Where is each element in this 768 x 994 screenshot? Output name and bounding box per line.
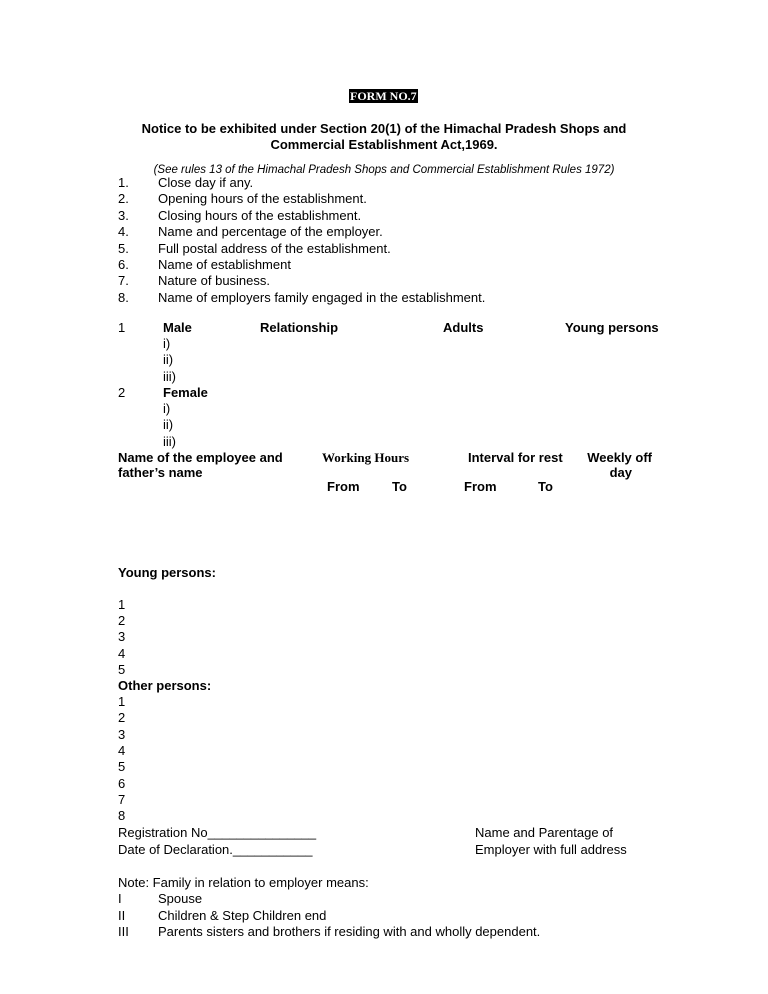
declaration-date: Date of Declaration.___________ [118, 842, 313, 857]
male-row: iii) [163, 369, 176, 384]
item-text: Closing hours of the establishment. [158, 207, 362, 223]
item-number: 7. [118, 273, 129, 289]
female-label: Female [163, 385, 208, 400]
other-row-number: 8 [118, 808, 126, 824]
item-number: 2. [118, 191, 129, 207]
item-text: Nature of business. [158, 273, 271, 289]
title-line-1: Notice to be exhibited under Section 20(1) of the Himachal Pradesh Shops and [141, 121, 627, 136]
note-number: II [118, 907, 126, 923]
relationship-header: Relationship [260, 320, 339, 335]
other-row-number: 3 [118, 726, 126, 742]
other-row-number: 5 [118, 759, 126, 775]
young-row-number: 4 [118, 645, 126, 661]
employer-label-1: Name and Parentage of [475, 825, 614, 840]
male-row: i) [163, 336, 171, 351]
working-to: To [392, 479, 407, 494]
note-text: Children & Step Children end [158, 907, 327, 923]
registration-no: Registration No_______________ [118, 825, 317, 840]
note-number: III [118, 924, 129, 939]
item-number: 5. [118, 240, 129, 256]
male-row: ii) [163, 352, 174, 367]
other-persons-label: Other persons: [118, 678, 212, 693]
other-row-number: 7 [118, 791, 126, 807]
note-heading: Note: Family in relation to employer means: [118, 875, 369, 890]
item-number: 1. [118, 175, 129, 190]
young-row-number: 5 [118, 661, 126, 677]
item-number: 8. [118, 289, 129, 305]
note-text: Parents sisters and brothers if residing with and wholly dependent. [158, 924, 541, 939]
title-line-2: Commercial Establishment Act,1969. [270, 137, 498, 152]
item-number: 4. [118, 224, 129, 240]
item-text: Name of establishment [158, 257, 291, 272]
employer-label-2: Employer with full address [475, 842, 627, 857]
young-persons-header: Young persons [565, 320, 659, 335]
female-row: i) [163, 401, 171, 416]
form-number: FORM NO.7 [350, 89, 417, 103]
young-row-number: 2 [118, 613, 126, 629]
female-row: iii) [163, 434, 176, 449]
working-from: From [327, 479, 360, 494]
interval-to: To [538, 479, 553, 494]
male-label: Male [163, 320, 192, 335]
family-num-2: 2 [118, 385, 126, 400]
other-row-number: 2 [118, 710, 126, 726]
young-row-number: 3 [118, 629, 126, 645]
item-text: Full postal address of the establishment. [158, 240, 391, 256]
weekly-off-header: Weekly off [587, 450, 652, 465]
item-number: 3. [118, 207, 129, 223]
item-text: Name and percentage of the employer. [158, 224, 383, 240]
item-text: Name of employers family engaged in the establishment. [158, 289, 486, 305]
other-row-number: 1 [118, 694, 126, 709]
employee-name-header: Name of the employee and [118, 450, 283, 465]
item-number: 6. [118, 257, 129, 272]
young-persons-label: Young persons: [118, 565, 216, 580]
note-text: Spouse [158, 891, 203, 906]
interval-header: Interval for rest [468, 450, 563, 465]
young-row-number: 1 [118, 597, 126, 612]
item-text: Close day if any. [158, 175, 254, 190]
weekly-off-header-2: day [609, 465, 632, 480]
female-row: ii) [163, 417, 174, 432]
working-hours-header: Working Hours [322, 450, 410, 465]
adults-header: Adults [443, 320, 484, 335]
employee-name-header-2: father’s name [118, 465, 203, 480]
family-num-1: 1 [118, 320, 126, 335]
subtitle: (See rules 13 of the Himachal Pradesh Shops and Commercial Establishment Rules 1972) [153, 164, 615, 176]
other-row-number: 4 [118, 742, 126, 758]
interval-from: From [464, 479, 497, 494]
item-text: Opening hours of the establishment. [158, 191, 367, 207]
note-number: I [118, 891, 122, 906]
other-row-number: 6 [118, 775, 126, 791]
